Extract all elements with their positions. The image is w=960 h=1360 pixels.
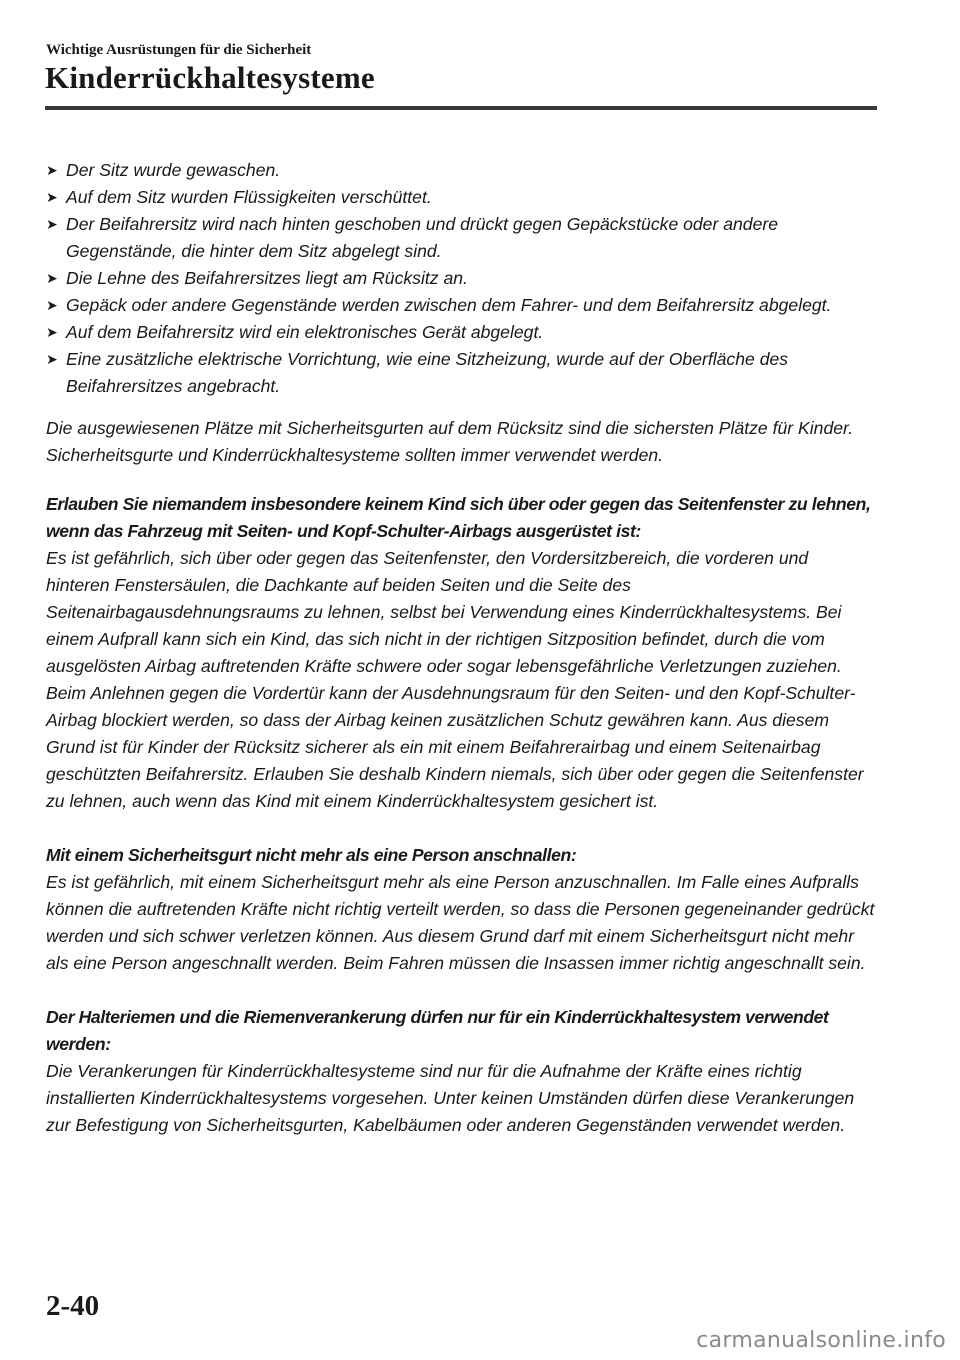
intro-paragraph: Die ausgewiesenen Plätze mit Sicherheitsgurten auf dem Rücksitz sind die sichersten Plätze für Kinder. Sicherheitsgurte und Kinderrückhaltesysteme sollten immer verwendet werden. — [46, 418, 854, 465]
warning-title: Erlauben Sie niemandem insbesondere keinem Kind sich über oder gegen das Seitenfenster zu lehnen, wenn das Fahrzeug mit Seiten- und Kopf-Schulter-Airbags ausgerüstet ist: — [46, 494, 871, 541]
list-item: ➤ Der Sitz wurde gewaschen. — [46, 157, 876, 184]
arrow-bullet-icon: ➤ — [46, 270, 58, 286]
arrow-bullet-icon: ➤ — [46, 162, 58, 178]
warning-title: Der Halteriemen und die Riemenverankerung dürfen nur für ein Kinderrückhaltesystem verwendet werden: — [46, 1007, 829, 1054]
condition-list — [46, 157, 876, 400]
warning-block — [46, 842, 876, 977]
warning-title: Mit einem Sicherheitsgurt nicht mehr als eine Person anschnallen: — [46, 845, 577, 865]
arrow-bullet-icon: ➤ — [46, 324, 58, 340]
list-item: ➤ Eine zusätzliche elektrische Vorrichtung, wie eine Sitzheizung, wurde auf der Oberfläche des Beifahrersitzes angebracht. — [46, 346, 876, 400]
list-item: ➤ Gepäck oder andere Gegenstände werden zwischen dem Fahrer- und dem Beifahrersitz abgelegt. — [46, 292, 876, 319]
warning-body: Die Verankerungen für Kinderrückhaltesysteme sind nur für die Aufnahme der Kräfte eines richtig installierten Kinderrückhaltesystems vorgesehen. Unter keinen Umständen dürfen diese Verankerungen zur Befestigung von Sicherheitsgurten, Kabelbäumen oder anderen Gegenständen verwendet werden. — [46, 1061, 855, 1135]
list-item: ➤ Die Lehne des Beifahrersitzes liegt am Rücksitz an. — [46, 265, 876, 292]
warning-body: Es ist gefährlich, mit einem Sicherheitsgurt mehr als eine Person anzuschnallen. Im Falle eines Aufpralls können die auftretenden Kräfte nicht richtig verteilt werden, so dass die Personen gegeneinander gedrückt werden und sich schwer verletzen können. Aus diesem Grund darf mit einem Sicherheitsgurt nicht mehr als eine Person angeschnallt werden. Beim Fahren müssen die Insassen immer richtig angeschnallt sein. — [46, 872, 875, 973]
page-number: 2-40 — [46, 1290, 100, 1322]
warning-body: Es ist gefährlich, sich über oder gegen das Seitenfenster, den Vordersitzbereich, die vorderen und hinteren Fenstersäulen, die Dachkante auf beiden Seiten und die Seite des Seitenairbagausdehnungsraums zu lehnen, selbst bei Verwendung eines Kinderrückhaltesystems. Bei einem Aufprall kann sich ein Kind, das sich nicht in der richtigen Sitzposition befindet, durch die vom ausgelösten Airbag auftretenden Kräfte schwere oder sogar lebensgefährliche Verletzungen zuziehen. Beim Anlehnen gegen die Vordertür kann der Ausdehnungsraum für den Seiten- und den Kopf-Schulter-Airbag blockiert werden, so dass der Airbag keinen zusätzlichen Schutz gewähren kann. Aus diesem Grund ist für Kinder der Rücksitz sicherer als ein mit einem Beifahrerairbag und einem Seitenairbag geschützten Beifahrersitz. Erlauben Sie deshalb Kindern niemals, sich über oder gegen die Seitenfenster zu lehnen, auch wenn das Kind mit einem Kinderrückhaltesystem gesichert ist. — [46, 548, 864, 811]
warning-block — [46, 1004, 876, 1139]
section-label: Wichtige Ausrüstungen für die Sicherheit — [46, 42, 312, 58]
main-content — [46, 157, 876, 1139]
arrow-bullet-icon: ➤ — [46, 189, 58, 205]
list-item: ➤ Der Beifahrersitz wird nach hinten geschoben und drückt gegen Gepäckstücke oder andere Gegenstände, die hinter dem Sitz abgelegt sind. — [46, 211, 876, 265]
header-divider — [45, 106, 877, 110]
arrow-bullet-icon: ➤ — [46, 297, 58, 313]
arrow-bullet-icon: ➤ — [46, 216, 58, 232]
page-title: Kinderrückhaltesysteme — [45, 60, 375, 95]
list-item: ➤ Auf dem Sitz wurden Flüssigkeiten verschüttet. — [46, 184, 876, 211]
warning-block — [46, 491, 876, 815]
list-item: ➤ Auf dem Beifahrersitz wird ein elektronisches Gerät abgelegt. — [46, 319, 876, 346]
watermark: carmanualsonline.info — [696, 1328, 946, 1353]
arrow-bullet-icon: ➤ — [46, 351, 58, 367]
